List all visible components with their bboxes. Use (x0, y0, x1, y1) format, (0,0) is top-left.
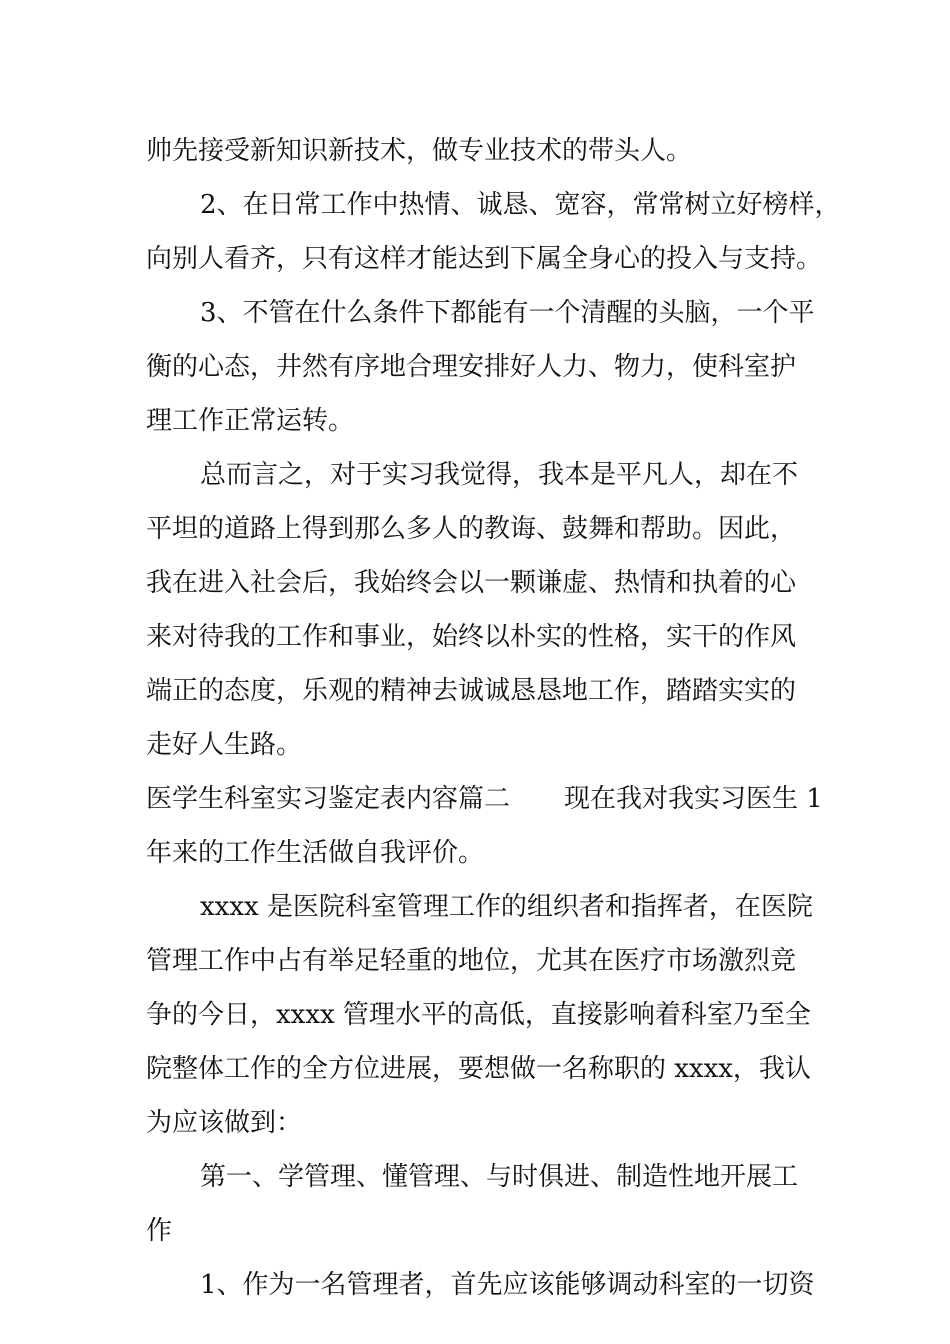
section-heading: 医学生科室实习鉴定表内容篇二 (146, 784, 511, 814)
text-line-11: 端正的态度，乐观的精神去诚诚恳恳地工作，踏踏实实的 (146, 676, 797, 706)
text-line-6: 理工作正常运转。 (146, 406, 355, 436)
section-intro: 现在我对我实习医生 1 (564, 784, 823, 814)
text-line-15: xxxx 是医院科室管理工作的组织者和指挥者，在医院 (200, 892, 813, 922)
text-line-19: 为应该做到： (146, 1108, 303, 1138)
text-line-4: 3、不管在什么条件下都能有一个清醒的头脑，一个平 (200, 298, 815, 328)
text-line-20: 第一、学管理、懂管理、与时俱进、制造性地开展工 (200, 1162, 799, 1192)
text-line-22: 1、作为一名管理者，首先应该能够调动科室的一切资 (200, 1270, 815, 1300)
document-body (146, 128, 841, 1308)
text-line-12: 走好人生路。 (146, 730, 303, 760)
section-heading-line (146, 776, 823, 822)
text-line-9: 我在进入社会后，我始终会以一颗谦虚、热情和执着的心 (146, 568, 797, 598)
text-line-5: 衡的心态，井然有序地合理安排好人力、物力，使科室护 (146, 352, 797, 382)
text-line-21: 作 (146, 1216, 173, 1246)
text-line-10: 来对待我的工作和事业，始终以朴实的性格，实干的作风 (146, 622, 797, 652)
text-line-8: 平坦的道路上得到那么多人的教诲、鼓舞和帮助。因此， (146, 514, 797, 544)
text-line-3: 向别人看齐，只有这样才能达到下属全身心的投入与支持。 (146, 244, 823, 274)
text-line-7: 总而言之，对于实习我觉得，我本是平凡人，却在不 (200, 460, 799, 490)
text-line-14: 年来的工作生活做自我评价。 (146, 838, 485, 868)
text-line-17: 争的今日，xxxx 管理水平的高低，直接影响着科室乃至全 (146, 1000, 811, 1030)
text-line-2: 2、在日常工作中热情、诚恳、宽容，常常树立好榜样， (200, 190, 841, 220)
text-line-16: 管理工作中占有举足轻重的地位，尤其在医疗市场激烈竞 (146, 946, 797, 976)
text-line-1: 帅先接受新知识新技术，做专业技术的带头人。 (146, 136, 693, 166)
text-line-18: 院整体工作的全方位进展，要想做一名称职的 xxxx，我认 (146, 1054, 811, 1084)
